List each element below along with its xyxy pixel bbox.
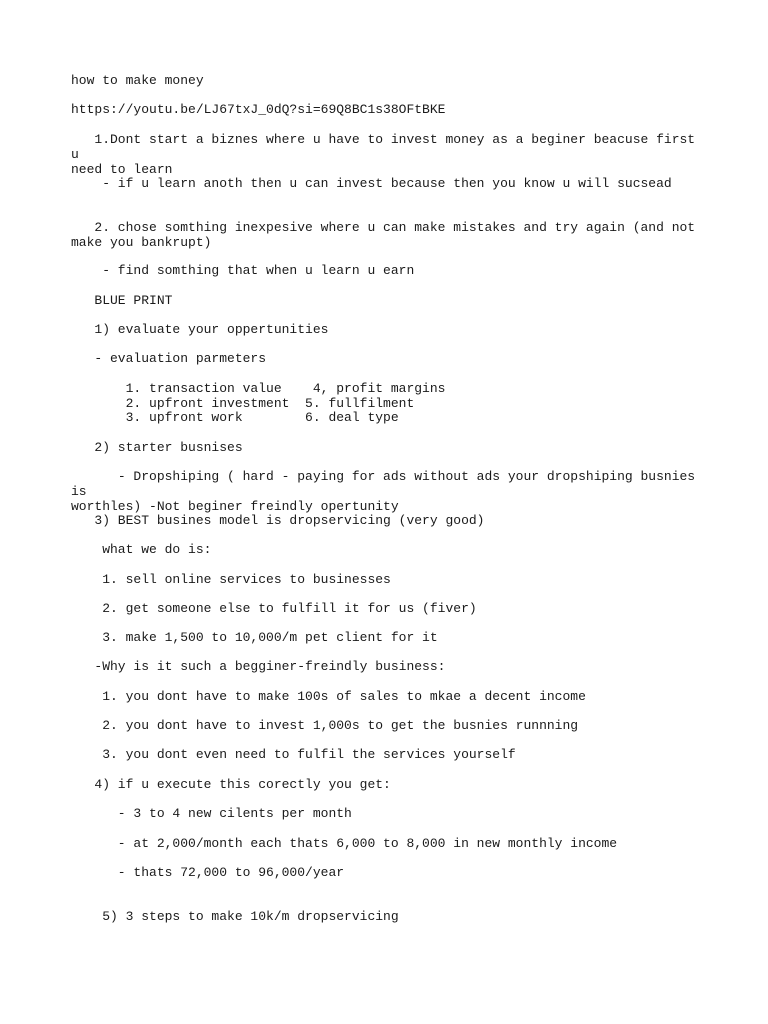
- point-1-sub: - if u learn anoth then u can invest because then you know u will sucsead: [71, 176, 672, 191]
- blueprint-step-5: 5) 3 steps to make 10k/m dropservicing: [71, 909, 399, 924]
- list-item: - 3 to 4 new cilents per month: [71, 806, 352, 821]
- param-row: 1. transaction value 4, profit margins: [71, 381, 446, 396]
- what-we-do-label: what we do is:: [71, 542, 212, 557]
- blueprint-step-2: 2) starter busnises: [71, 440, 243, 455]
- list-item: - at 2,000/month each thats 6,000 to 8,000 in new monthly income: [71, 836, 618, 851]
- list-item: - thats 72,000 to 96,000/year: [71, 865, 345, 880]
- list-item: 3. make 1,500 to 10,000/m pet client for it: [71, 630, 438, 645]
- list-item: 2. get someone else to fulfill it for us (fiver): [71, 601, 477, 616]
- list-item: 1. you dont have to make 100s of sales to mkae a decent income: [71, 689, 586, 704]
- param-row: 3. upfront work 6. deal type: [71, 410, 399, 425]
- why-label: -Why is it such a begginer-freindly business:: [71, 659, 446, 674]
- blueprint-heading: BLUE PRINT: [71, 293, 173, 308]
- dropshipping-note: - Dropshiping ( hard - paying for ads without ads your dropshiping busnies is worthles) -Not beginer freindly opertunity: [71, 469, 696, 514]
- video-link[interactable]: https://youtu.be/LJ67txJ_0dQ?si=69Q8BC1s38OFtBKE: [71, 102, 446, 117]
- list-item: 3. you dont even need to fulfil the services yourself: [71, 747, 516, 762]
- evaluation-label: - evaluation parmeters: [71, 351, 267, 366]
- blueprint-step-1: 1) evaluate your oppertunities: [71, 322, 329, 337]
- doc-title: how to make money: [71, 73, 204, 88]
- list-item: 1. sell online services to businesses: [71, 572, 391, 587]
- point-2: 2. chose somthing inexpesive where u can make mistakes and try again (and not make you bankrupt): [71, 220, 696, 250]
- list-item: 2. you dont have to invest 1,000s to get the busnies runnning: [71, 718, 579, 733]
- blueprint-step-3: 3) BEST busines model is dropservicing (very good): [71, 513, 485, 528]
- blueprint-step-4: 4) if u execute this corectly you get:: [71, 777, 391, 792]
- point-1: 1.Dont start a biznes where u have to invest money as a beginer beacuse first u need to learn: [71, 132, 696, 177]
- param-row: 2. upfront investment 5. fullfilment: [71, 396, 415, 411]
- point-2-sub: - find somthing that when u learn u earn: [71, 263, 415, 278]
